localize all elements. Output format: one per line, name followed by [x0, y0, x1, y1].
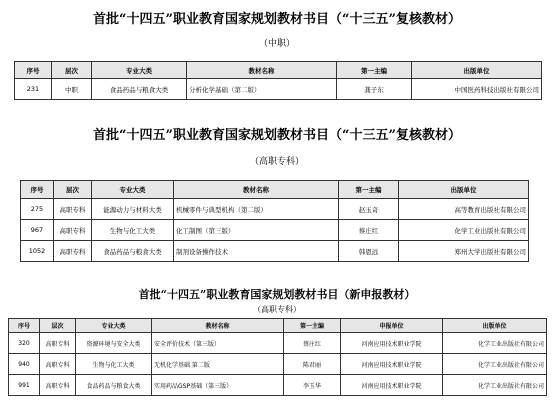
col-header-index: 序号 — [21, 181, 54, 199]
cell-editor: 赵玉奇 — [339, 199, 399, 220]
cell-editor: 陈君丽 — [284, 354, 341, 375]
table-header-row — [21, 181, 529, 199]
table-row — [9, 375, 547, 396]
col-header-editor: 第一主编 — [284, 319, 341, 333]
col-header-level: 层次 — [40, 319, 76, 333]
col-header-category: 专业大类 — [76, 319, 152, 333]
cell-title: 制剂设备操作技术 — [174, 241, 339, 262]
section2-title: 首批“十四五”职业教育国家规划教材书目（“十三五”复核教材） — [93, 128, 461, 143]
cell-index: 320 — [9, 333, 40, 354]
cell-category: 食品药品与粮食大类 — [92, 79, 187, 100]
cell-title: 无机化学基础 第二版 — [152, 354, 284, 375]
col-header-publisher: 出版单位 — [443, 319, 547, 333]
cell-index: 940 — [9, 354, 40, 375]
cell-editor: 韩恩远 — [339, 241, 399, 262]
cell-editor: 蔡庄红 — [339, 220, 399, 241]
cell-title: 化工制图（第三版） — [174, 220, 339, 241]
col-header-title: 教材名称 — [152, 319, 284, 333]
col-header-publisher: 出版单位 — [399, 181, 529, 199]
section3-table — [8, 318, 547, 396]
col-header-editor: 第一主编 — [339, 181, 399, 199]
col-header-level: 层次 — [54, 181, 92, 199]
table-row — [21, 241, 529, 262]
cell-editor: 蔡庄红 — [284, 333, 341, 354]
cell-editor: 龚子东 — [337, 79, 412, 100]
cell-publisher: 化学工业出版社有限公司 — [443, 333, 547, 354]
col-header-editor: 第一主编 — [337, 62, 412, 79]
cell-title: 安全评价技术（第三版） — [152, 333, 284, 354]
cell-level: 高职专科 — [54, 199, 92, 220]
cell-category: 食品药品与粮食大类 — [92, 241, 174, 262]
table-row — [9, 354, 547, 375]
cell-publisher: 化学工业出版社有限公司 — [399, 220, 529, 241]
cell-applicant: 河南应用技术职业学院 — [341, 333, 443, 354]
section3-subtitle: （高职专科） — [253, 305, 301, 314]
col-header-category: 专业大类 — [92, 62, 187, 79]
cell-editor: 李玉华 — [284, 375, 341, 396]
cell-applicant: 河南应用技术职业学院 — [341, 375, 443, 396]
cell-publisher: 化学工业出版社有限公司 — [443, 375, 547, 396]
cell-level: 高职专科 — [54, 241, 92, 262]
col-header-applicant: 申报单位 — [341, 319, 443, 333]
cell-publisher: 化学工业出版社有限公司 — [443, 354, 547, 375]
cell-index: 275 — [21, 199, 54, 220]
cell-title: 分析化学基础（第二版） — [187, 79, 337, 100]
table-row — [9, 333, 547, 354]
cell-level: 高职专科 — [40, 333, 76, 354]
col-header-title: 教材名称 — [187, 62, 337, 79]
cell-category: 能源动力与材料大类 — [92, 199, 174, 220]
col-header-index: 序号 — [9, 319, 40, 333]
cell-publisher: 高等教育出版社有限公司 — [399, 199, 529, 220]
cell-applicant: 河南应用技术职业学院 — [341, 354, 443, 375]
cell-category: 资源环境与安全大类 — [76, 333, 152, 354]
cell-title: 实用药品GSP基础（第三版） — [152, 375, 284, 396]
col-header-title: 教材名称 — [174, 181, 339, 199]
cell-publisher: 郑州大学出版社有限公司 — [399, 241, 529, 262]
cell-level: 高职专科 — [40, 375, 76, 396]
col-header-index: 序号 — [15, 62, 52, 79]
cell-title: 机械零件与典型机构（第二版） — [174, 199, 339, 220]
table-row — [21, 220, 529, 241]
cell-index: 991 — [9, 375, 40, 396]
section1-title: 首批“十四五”职业教育国家规划教材书目（“十三五”复核教材） — [93, 12, 461, 27]
cell-category: 食品药品与粮食大类 — [76, 375, 152, 396]
cell-level: 中职 — [52, 79, 92, 100]
cell-level: 高职专科 — [54, 220, 92, 241]
table-row — [15, 79, 542, 100]
col-header-publisher: 出版单位 — [412, 62, 542, 79]
table-row — [21, 199, 529, 220]
section1-table — [14, 61, 542, 100]
col-header-category: 专业大类 — [92, 181, 174, 199]
cell-level: 高职专科 — [40, 354, 76, 375]
cell-index: 231 — [15, 79, 52, 100]
cell-index: 1052 — [21, 241, 54, 262]
section2-table — [20, 180, 529, 262]
cell-category: 生物与化工大类 — [76, 354, 152, 375]
cell-category: 生物与化工大类 — [92, 220, 174, 241]
cell-publisher: 中国医药科技出版社有限公司 — [412, 79, 542, 100]
col-header-level: 层次 — [52, 62, 92, 79]
section1-subtitle: （中职） — [258, 39, 295, 49]
table-header-row — [15, 62, 542, 79]
table-header-row — [9, 319, 547, 333]
section2-subtitle: （高职专科） — [249, 157, 304, 167]
cell-index: 967 — [21, 220, 54, 241]
section3-title: 首批“十四五”职业教育国家规划教材书目（新申报教材） — [138, 288, 416, 301]
